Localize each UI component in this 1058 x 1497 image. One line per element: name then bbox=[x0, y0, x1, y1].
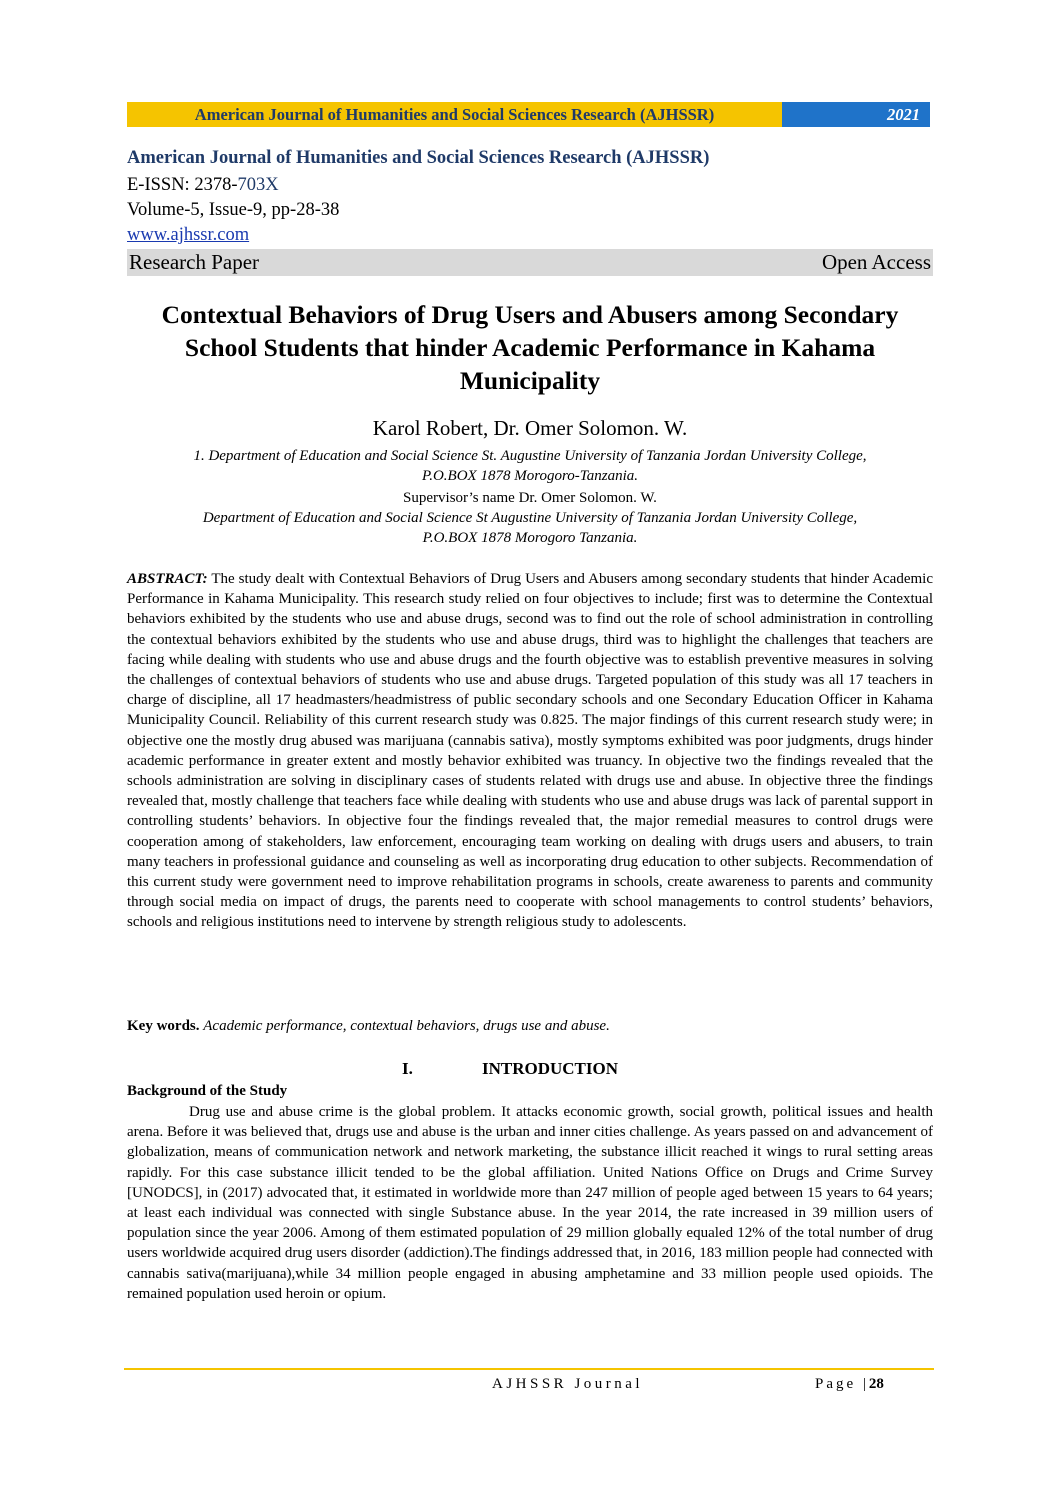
issn-suffix: 703X bbox=[237, 175, 279, 195]
abstract-label: ABSTRACT: bbox=[127, 571, 208, 587]
abstract bbox=[127, 569, 933, 933]
section-number: I. bbox=[402, 1059, 413, 1078]
page-number: 28 bbox=[868, 1376, 884, 1392]
issn-prefix: E-ISSN: 2378- bbox=[127, 175, 238, 195]
affiliation-1 bbox=[127, 446, 933, 486]
affiliation-1-line-1: 1. Department of Education and Social Science St. Augustine University of Tanzania Jordan University College, bbox=[193, 448, 867, 464]
header-year: 2021 bbox=[782, 102, 930, 127]
keywords bbox=[127, 1018, 933, 1035]
keywords-label: Key words. bbox=[127, 1018, 200, 1034]
affiliation-2 bbox=[127, 508, 933, 548]
volume-info: Volume-5, Issue-9, pp-28-38 bbox=[127, 200, 340, 220]
paper-type-bar bbox=[127, 249, 933, 276]
issn bbox=[127, 175, 279, 196]
header-journal-name: American Journal of Humanities and Social Sciences Research (AJHSSR) bbox=[127, 102, 782, 127]
abstract-text: The study dealt with Contextual Behaviors of Drug Users and Abusers among secondary students that hinder Academic Performance in Kahama Municipality. This research study relied on four objectives to include; first was to determine the Contextual behaviors exhibited by the students who use and abuse drugs, second was to find out the role of school administration in controlling the contextual behaviors exhibited by the students who use and abuse drugs, third was to highlight the challenges that teachers are facing while dealing with students who use and abuse drugs and the fourth objective was to establish preventive measures in solving the challenges of contextual behaviors of students who use and abuse drugs. Targeted population of this study was all 17 teachers in charge of discipline, all 17 headmasters/headmistress of public secondary schools and one Secondary Education Officer in Kahama Municipality Council. Reliability of this current research study was 0.825. The major findings of this current research study were; in objective one the mostly drug abused was marijuana (cannabis sativa), mostly symptoms exhibited was poor judgments, drugs hinder academic performance in greater extent and mostly behavior exhibited was truancy. In objective two the findings revealed that the schools administration are solving in disciplinary cases of students related with drugs use and abuse. In objective three the findings revealed that, mostly challenge that teachers face while dealing with students who use and abuse drugs was lack of parental support in controlling students’ behaviors. In objective four the findings revealed that, the major remedial measures to control drugs were cooperation among of stakeholders, law enforcement, encouraging team working on dealing with drugs users and abusers, to train many teachers in professional guidance and counseling as well as incorporating drug education to other subjects. Recommendation of this current study were government need to improve rehabilitation programs in schools, create awareness to parents and community through social media on impact of drugs, the parents need to cooperate with school managements to control students’ behaviors, schools and religious institutions need to intervene by strength religious study to adolescents. bbox=[127, 571, 933, 931]
intro-paragraph: Drug use and abuse crime is the global problem. It attacks economic growth, social growth, political issues and health arena. Before it was believed that, drugs use and abuse is the urban and inner cities challenge. As years passed on and advancement of globalization, means of communication network and network marketing, the substance illicit reached it wings to rural setting areas rapidly. For this case substance illicit tended to be the global affiliation. United Nations Office on Drugs and Crime Survey [UNODCS], in (2017) advocated that, it estimated in worldwide more than 247 million of people aged between 15 years to 64 years; at least each individual was connected with single Substance abuse. In the year 2014, the rate increased in 39 million users of population since the year 2006. Among of them estimated population of 29 million globally equaled 12% of the total number of drug users worldwide acquired drug users disorder (addiction).The findings addressed that, in 2016, 183 million people had connected with cannabis sativa(marijuana),while 34 million people engaged in abusing amphetamine and 33 million people used opioids. The remained population used heroin or opium. bbox=[127, 1104, 933, 1302]
journal-title: American Journal of Humanities and Social Sciences Research (AJHSSR) bbox=[127, 148, 710, 168]
supervisor: Supervisor’s name Dr. Omer Solomon. W. bbox=[403, 490, 657, 506]
subsection-heading: Background of the Study bbox=[127, 1083, 288, 1099]
keywords-text: Academic performance, contextual behaviors, drugs use and abuse. bbox=[203, 1018, 610, 1034]
paper-title: Contextual Behaviors of Drug Users and Abusers among Secondary School Students that hinder Academic Performance in Kahama Municipality bbox=[161, 300, 899, 395]
footer-journal: AJHSSR Journal bbox=[492, 1376, 644, 1392]
journal-website-link[interactable]: www.ajhssr.com bbox=[127, 225, 250, 245]
paper-type: Research Paper bbox=[129, 250, 260, 274]
affiliation-2-line-1: Department of Education and Social Science St Augustine University of Tanzania Jordan University College, bbox=[202, 510, 858, 526]
footer-page-label: Page | bbox=[815, 1376, 869, 1392]
footer-rule bbox=[124, 1368, 934, 1370]
affiliation-1-line-2: P.O.BOX 1878 Morogoro-Tanzania. bbox=[422, 468, 638, 484]
header-bar bbox=[127, 102, 930, 127]
footer-page bbox=[815, 1376, 884, 1393]
access-type: Open Access bbox=[821, 250, 931, 274]
section-title: INTRODUCTION bbox=[482, 1059, 619, 1078]
affiliation-2-line-2: P.O.BOX 1878 Morogoro Tanzania. bbox=[422, 530, 638, 546]
authors: Karol Robert, Dr. Omer Solomon. W. bbox=[372, 416, 688, 440]
